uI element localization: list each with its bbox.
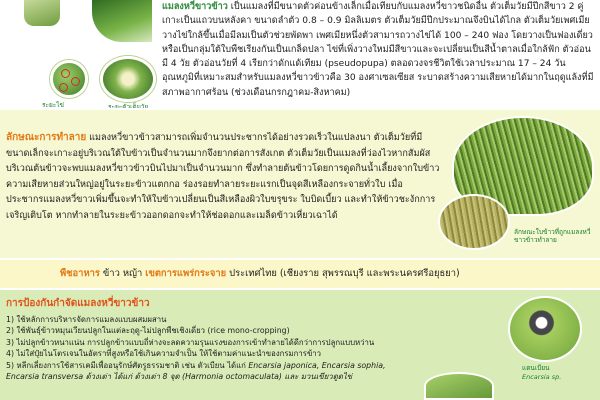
control-list <box>6 314 510 382</box>
egg-marker-icon <box>59 83 68 92</box>
parasitoid-wasp-photo <box>508 296 582 362</box>
pest-description-text <box>162 0 596 100</box>
damaged-leaf-photo <box>438 194 510 250</box>
control-item: Encarsia transversa ด้วงเต่า ได้แก่ ด้วงเต่า 8 จุด (Harmonia octomaculata) และ มวนเขียวดูดไข่ <box>6 372 353 382</box>
control-item <box>6 360 510 371</box>
host-distribution-text <box>60 267 600 281</box>
pest-name-heading: แมลงหวี่ขาวข้าว <box>162 2 228 12</box>
control-item-species: Encarsia japonica, Encarsia sophia, <box>248 360 386 370</box>
section-host-distribution <box>0 260 600 288</box>
egg-marker-icon <box>61 69 70 78</box>
host-plant-value: ข้าว หญ้า <box>99 268 146 279</box>
control-item-text: 5) หลีกเลี่ยงการใช้สารเคมีเพื่ออนุรักษ์ศัตรูธรรมชาติ เช่น ตัวเบียน ได้แก่ <box>6 360 249 370</box>
section-pest-description <box>0 0 600 108</box>
whitefly-leaf-photo <box>24 0 60 26</box>
control-heading: การป้องกันกำจัดแมลงหวี่ขาวข้าว <box>6 298 150 309</box>
control-item: 2) ใช้พันธุ์ข้าวหมุนเวียนปลูกในแต่ละฤดู-ไม่ปลูกพืชเชิงเดี่ยว (rice mono-cropping) <box>6 326 290 336</box>
rice-leaf-photo <box>92 0 152 42</box>
distribution-value: ประเทศไทย (เชียงราย สุพรรณบุรี และพระนครศรีอยุธยา) <box>226 268 460 279</box>
natural-enemy-photo <box>424 372 494 400</box>
distribution-label: เขตการแพร่กระจาย <box>145 268 227 279</box>
caption-egg-stage: ระยะไข่ <box>42 101 64 108</box>
host-plant-label: พืชอาหาร <box>60 268 100 279</box>
caption-parasitoid-name: แตนเบียน <box>522 364 550 372</box>
caption-damaged-leaf: ลักษณะใบข้าวที่ถูกแมลงหวี่ขาวข้าวทำลาย <box>514 228 591 244</box>
damage-heading: ลักษณะการทำลาย <box>6 132 87 143</box>
adult-stage-photo <box>100 56 156 102</box>
caption-parasitoid <box>522 364 561 382</box>
caption-parasitoid-species: Encarsia sp. <box>522 373 562 381</box>
control-item: 4) ไม่ใส่ปุ๋ยไนโตรเจนในอัตราที่สูงหรือใช้เกินความจำเป็น ให้ใช้ตามค่าแนะนำของกรมการข้าว <box>6 349 322 359</box>
caption-adult-stage: ระยะตัวเต็มวัย <box>108 103 149 108</box>
damage-text <box>6 130 440 225</box>
control-item: 3) ไม่ปลูกข้าวหนาแน่น การปลูกข้าวแบบถี่ห่างจะลดความรุนแรงของการเข้าทำลายได้ดีกว่าการปลูกแบบหว่าน <box>6 337 375 347</box>
pest-description-body: เป็นแมลงที่มีขนาดตัวค่อนข้างเล็กเมื่อเทียบกับแมลงหวี่ขาวชนิดอื่น ตัวเต็มวัยมีปีกสีขาว 2 คู่ เกาะเป็นแถวบนหลังคา ขนาดลำตัว 0.8 – 0.9 มิลลิเมตร ตัวเต็มวัยมีปีกประมาณจึงบินได้ไกล ตัวเต็มวัยเพศเมียวางไข่ใกล้ขึ้นเมื่อมีลมเป็นตัวช่วยพัดพา เพศเมียหนึ่งตัวสามารถวางไข่ได้ 100 – 240 ฟอง โดยวางเป็นฟองเดี่ยวหรือเป็นกลุ่มใต้ใบพืชเรียงกันเป็นเกล็ดปลา ไข่ที่เพิ่งวางใหม่มีสีขาวและจะเปลี่ยนเป็นสีน้ำตาลเมื่อใกล้ฟัก ตัวอ่อนมี 4 วัย ตัวอ่อนวัยที่ 4 เรียกว่าดักแด้เทียม (pseudopupa) ตลอดวงจรชีวิตใช้เวลาประมาณ 17 – 24 วัน อุณหภูมิที่เหมาะสมสำหรับแมลงหวี่ขาวข้าวคือ 30 องศาเซลเซียส ระบาดสร้างความเสียหายได้มากในฤดูแล้งที่มีสภาพอากาศร้อน (ช่วงเดือนกรกฎาคม-สิงหาคม) <box>162 2 594 98</box>
section-control <box>0 290 600 400</box>
photo-group-lifecycle <box>0 0 160 108</box>
control-item: 1) ใช้หลักการบริหารจัดการแมลงแบบผสมผสาน <box>6 315 167 324</box>
section-damage <box>0 110 600 258</box>
egg-marker-icon <box>71 77 80 86</box>
egg-stage-photo <box>50 60 88 98</box>
damage-body: แมลงหวี่ขาวข้าวสามารถเพิ่มจำนวนประชากรได้อย่างรวดเร็วในแปลงนา ตัวเต็มวัยที่มีขนาดเล็กจะเกาะอยู่บริเวณใต้ใบข้าวเป็นจำนวนมากจึงยากต่อการสังเกต ตัวเต็มวัยเป็นแมลงที่ว่องไวหากสัมผัสบริเวณต้นข้าวจะพบแมลงหวี่ขาวข้าวบินไปมาเป็นจำนวนมาก ซึ่งทำลายต้นข้าวโดยการดูดกินน้ำเลี้ยงจากใบข้าว ความเสียหายส่วนใหญ่อยู่ในระยะข้าวแตกกอ ร่องรอยทำลายระยะแรกเป็นจุดสีเหลืองกระจายทั่วใบ เมื่อประชากรแมลงหวี่ขาวเพิ่มขึ้นจะทำให้ใบข้าวเปลี่ยนเป็นสีเหลืองผิวใบขรุขระ ใบบิดเบี้ยว และทำให้ข้าวชะงักการเจริญเติบโต หากทำลายในระยะข้าวออกดอกจะทำให้ช่อดอกและเมล็ดข้าวเหี่ยวเฉาได้ <box>6 133 440 221</box>
